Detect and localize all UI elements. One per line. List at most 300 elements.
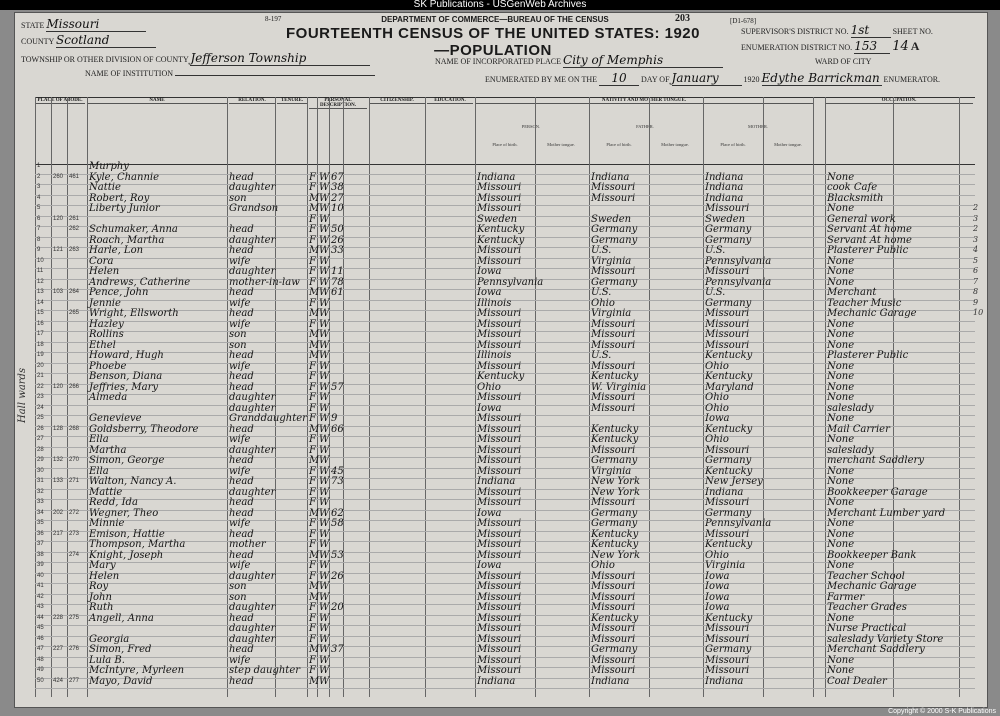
father-birthplace: U.S. [591,350,612,361]
father-birthplace: Kentucky [591,371,639,382]
col-father: FATHER. [636,124,654,129]
father-birthplace: Missouri [591,318,636,330]
birthplace: Missouri [477,318,522,330]
person-name: Benson, Diana [89,371,163,382]
relation: wife [229,654,251,666]
side-number: 3 [973,234,979,244]
relation: head [229,507,254,519]
race: W [319,213,330,225]
sex: F [309,402,316,414]
race: W [319,297,330,309]
occupation: Blacksmith [827,192,884,204]
institution-value [175,75,375,76]
sex: F [309,224,316,235]
mother-birthplace: Missouri [705,665,750,676]
line-number: 1 [37,163,41,169]
state-field [21,17,146,32]
race: W [319,318,330,330]
mother-birthplace: Iowa [705,570,730,582]
race: W [319,371,330,382]
mother-birthplace: Germany [705,644,752,655]
line-number: 27 [37,436,44,442]
line-number: 40 [37,572,44,579]
sex: M [309,507,320,519]
relation: mother-in-law [229,276,300,288]
family-number: 270 [69,457,80,463]
sex: F [309,297,316,309]
ed-field [741,39,919,54]
relation: head [229,224,254,235]
line-number: 30 [37,467,44,474]
family-number: 272 [69,509,80,516]
side-number: 6 [973,266,979,275]
sex: F [309,276,316,288]
family-number: 264 [69,289,80,295]
race: W [319,570,330,582]
occupation: Servant At home [827,234,912,246]
race: W [319,497,330,508]
father-birthplace: Missouri [591,444,636,456]
race: W [319,224,330,235]
age: 11 [331,266,344,277]
line-number: 8 [37,236,41,243]
occupation: saleslady [827,402,874,414]
col-person: PERSON. [521,124,541,129]
age: 26 [331,234,344,246]
person-name: Goldsberry, Theodore [89,423,199,435]
relation: son [229,329,247,340]
father-birthplace: Virginia [591,255,632,267]
person-name: Mary [89,560,116,571]
occupation: Merchant Saddlery [827,644,925,655]
relation: wife [229,465,251,477]
father-birthplace: Missouri [591,497,636,508]
occupation: Teacher Grades [827,602,907,613]
mother-birthplace: Missouri [705,329,750,340]
side-number: 8 [973,287,979,296]
person-name: Schumaker, Anna [89,224,178,235]
occupation: Plasterer Public [827,245,909,256]
race: W [319,623,330,634]
person-name: Ruth [89,602,114,613]
father-birthplace: Missouri [591,329,636,340]
enumerated-label: ENUMERATED BY ME ON THE [485,75,597,84]
birthplace: Missouri [477,360,522,372]
copyright-notice: Copyright © 2000 S-K Publications [888,708,996,715]
father-birthplace: Virginia [591,465,632,477]
relation: wife [229,434,251,445]
col-place: PLACE OF ABODE. [35,98,85,104]
supervisor-label: SUPERVISOR'S DISTRICT NO. [741,27,849,36]
race: W [319,192,330,204]
col-person-tongue: Mother tongue. [547,142,575,147]
age: 20 [331,602,344,613]
line-number: 49 [37,667,44,673]
birthplace: Sweden [477,213,518,225]
line-number: 3 [37,184,41,190]
institution-label: NAME OF INSTITUTION [85,69,173,78]
person-name: Harle, Lon [89,245,144,256]
occupation: None [827,434,855,445]
col-occupation: OCCUPATION. [825,98,973,104]
father-birthplace: U.S. [591,287,612,298]
occupation: None [827,497,855,508]
dwelling-number: 132 [53,457,64,463]
mother-birthplace: U.S. [705,287,726,298]
col-father-pob: Place of birth. [606,142,632,147]
age: 26 [331,570,344,582]
line-number: 15 [37,310,44,316]
line-number: 13 [37,289,44,295]
occupation: None [827,276,855,288]
state-value: Missouri [46,17,146,32]
person-name: Phoebe [89,360,127,372]
race: W [319,633,330,645]
sex: F [309,602,316,613]
mother-birthplace: U.S. [705,245,726,256]
relation: mother [229,539,266,550]
relation: daughter [229,486,276,498]
person-name: Cora [89,255,114,267]
line-number: 4 [37,194,41,201]
enumerator-label: ENUMERATOR. [883,75,941,84]
relation: son [229,581,247,592]
occupation: None [827,654,855,666]
line-number: 35 [37,520,44,526]
race: W [319,203,330,214]
ed-value: 153 [854,39,890,54]
sex: F [309,171,316,183]
occupation: Merchant [827,287,877,298]
person-name: John [89,591,112,603]
mother-birthplace: Virginia [705,560,746,571]
line-number: 12 [37,278,44,285]
line-number: 24 [37,404,44,411]
person-name: Almeda [89,392,128,403]
county-label: COUNTY [21,37,55,46]
age: 67 [331,171,344,183]
relation: daughter [229,234,276,246]
relation: daughter [229,633,276,645]
father-birthplace: Missouri [591,591,636,603]
occupation: Mail Carrier [827,423,890,435]
line-number: 20 [37,362,44,369]
sex: F [309,234,316,246]
relation: head [229,612,254,624]
family-number: 261 [69,215,80,222]
col-tenure: TENURE. [277,98,307,104]
father-birthplace: W. Virginia [591,381,647,393]
person-name: Roach, Martha [89,234,165,246]
relation: head [229,287,254,298]
race: W [319,329,330,340]
father-birthplace: Ohio [591,560,615,571]
occupation: Teacher Music [827,297,902,309]
person-name: Mayo, David [89,675,153,687]
occupation: Farmer [827,591,865,603]
col-person-pob: Place of birth. [492,142,518,147]
mother-birthplace: Kentucky [705,612,753,624]
col-nativity: NATIVITY AND MOTHER TONGUE. [475,98,813,104]
mother-birthplace: Missouri [705,528,750,540]
family-number: 266 [69,383,80,390]
line-number: 44 [37,614,44,621]
race: W [319,182,330,193]
birthplace: Illinois [477,350,512,361]
sex: M [309,308,320,319]
mother-birthplace: Missouri [705,444,750,456]
person-name: Rollins [89,329,124,340]
mother-birthplace: Maryland [705,381,754,393]
occupation: saleslady [827,444,874,456]
person-name: Martha [89,444,127,456]
enumerated-month: January [672,71,742,86]
relation: daughter [229,402,276,414]
person-name: Wright, Ellsworth [89,308,179,319]
birthplace: Missouri [477,570,522,582]
side-number: 2 [973,203,979,212]
line-number: 5 [37,205,41,211]
age: 37 [331,644,344,655]
mother-birthplace: Germany [705,297,752,309]
mother-birthplace: New Jersey [705,476,763,487]
sex: F [309,528,316,540]
archive-banner: SK Publications - USGenWeb Archives [0,0,1000,10]
line-number: 19 [37,352,44,358]
sex: F [309,465,316,477]
age: 61 [331,287,344,298]
line-number: 22 [37,383,44,390]
father-birthplace: Germany [591,234,638,246]
enumerated-day: 10 [599,71,639,86]
col-mother: MOTHER. [747,124,769,129]
sex: F [309,623,316,634]
enumerator-name: Edythe Barrickman [761,71,880,85]
father-birthplace: Germany [591,644,638,655]
relation: head [229,371,254,382]
mother-birthplace: Germany [705,234,752,246]
ward-label: WARD OF CITY [815,57,872,66]
sex: M [309,591,320,603]
occupation: None [827,392,855,403]
col-name: NAME [87,98,227,104]
township-field [21,51,370,66]
race: W [319,266,330,277]
father-birthplace: New York [591,476,640,487]
birthplace: Missouri [477,444,522,456]
family-number: 268 [69,425,80,432]
race: W [319,539,330,550]
col-relation: RELATION. [229,98,275,104]
father-birthplace: New York [591,486,640,498]
relation: Granddaughter [229,413,307,424]
census-row [35,675,975,690]
birthplace: Illinois [477,297,512,309]
race: W [319,665,330,676]
person-name: Genevieve [89,413,142,424]
department-title: DEPARTMENT OF COMMERCE—BUREAU OF THE CENSUS [381,15,609,24]
race: W [319,518,330,529]
sex: F [309,381,316,393]
county-field [21,33,156,48]
relation: head [229,308,254,319]
form-number: 8-197 [265,15,282,23]
sex: F [309,255,316,267]
father-birthplace: Kentucky [591,423,639,435]
person-name: Kyle, Channie [89,171,160,183]
ward-field [815,57,871,66]
col-mother-tongue: Mother tongue. [774,142,802,147]
person-name: Georgia [89,633,130,645]
dwelling-number: 228 [53,614,64,621]
race: W [319,308,330,319]
occupation: None [827,360,855,372]
sex: M [309,329,320,340]
dwelling-number: 217 [53,530,64,537]
birthplace: Missouri [477,654,522,666]
person-name: Ethel [89,339,116,351]
institution-field [85,69,375,78]
relation: step daughter [229,665,301,676]
birthplace: Indiana [477,675,516,687]
mother-birthplace: Iowa [705,581,730,592]
relation: Grandson [229,203,279,214]
sex: F [309,654,316,666]
sex: M [309,287,320,298]
birthplace: Missouri [477,339,522,351]
relation: head [229,245,254,256]
occupation: saleslady Variety Store [827,633,944,645]
father-birthplace: Kentucky [591,539,639,550]
mother-birthplace: Indiana [705,192,744,204]
person-name: Thompson, Martha [89,539,186,550]
occupation: None [827,266,855,277]
census-title: FOURTEENTH CENSUS OF THE UNITED STATES: 1920—POPULATION [286,25,700,59]
relation: head [229,381,254,393]
person-name: Robert, Roy [89,192,150,204]
family-number: 265 [69,310,80,316]
race: W [319,339,330,351]
person-name: Helen [89,266,120,277]
birthplace: Iowa [477,266,502,277]
mother-birthplace: Missouri [705,633,750,645]
birthplace: Missouri [477,255,522,267]
birthplace: Missouri [477,455,522,466]
birthplace: Missouri [477,245,522,256]
race: W [319,350,330,361]
race: W [319,560,330,571]
father-birthplace: Germany [591,224,638,235]
age: 45 [331,465,344,477]
occupation: Bookkeeper Bank [827,549,917,561]
birthplace: Missouri [477,581,522,592]
dwelling-number: 202 [53,509,64,516]
mother-birthplace: Sweden [705,213,746,225]
father-birthplace: Missouri [591,602,636,613]
occupation: None [827,465,855,477]
person-name: Pence, John [89,287,149,298]
occupation: General work [827,213,896,225]
occupation: None [827,528,855,540]
sex: F [309,360,316,372]
line-number: 37 [37,541,44,547]
dwelling-number: 424 [53,677,64,684]
mother-birthplace: Germany [705,224,752,235]
father-birthplace: Missouri [591,581,636,592]
birthplace: Missouri [477,665,522,676]
race: W [319,581,330,592]
mother-birthplace: Missouri [705,318,750,330]
line-number: 7 [37,226,41,232]
person-name: Ella [89,465,109,477]
father-birthplace: Indiana [591,675,630,687]
race: W [319,434,330,445]
mother-birthplace: Iowa [705,413,730,424]
person-name: Wegner, Theo [89,507,159,519]
side-number: 9 [973,297,979,307]
mother-birthplace: Missouri [705,266,750,277]
col-mother-pob: Place of birth. [720,142,746,147]
mother-birthplace: Missouri [705,339,750,351]
race: W [319,171,330,183]
birthplace: Kentucky [477,371,525,382]
sex: M [309,423,320,435]
occupation: None [827,539,855,550]
sex: M [309,339,320,351]
line-number: 29 [37,457,44,463]
sex: F [309,266,316,277]
mother-birthplace: Missouri [705,623,750,634]
line-number: 14 [37,299,44,306]
line-number: 32 [37,488,44,495]
col-father-tongue: Mother tongue. [661,142,689,147]
day-of-label: DAY OF [641,75,670,84]
mother-birthplace: Kentucky [705,539,753,550]
side-number: 3 [973,213,979,223]
occupation: None [827,371,855,382]
person-name: Howard, Hugh [89,350,164,361]
birthplace: Kentucky [477,234,525,246]
birthplace: Missouri [477,423,522,435]
race: W [319,507,330,519]
father-birthplace: Missouri [591,633,636,645]
sex: M [309,549,320,561]
age: 58 [331,518,344,529]
sex: F [309,612,316,624]
birthplace: Missouri [477,465,522,477]
birthplace: Missouri [477,434,522,445]
race: W [319,591,330,603]
relation: daughter [229,266,276,277]
age: 78 [331,276,344,288]
person-name: Nattie [89,182,121,193]
birthplace: Pennsylvania [477,276,544,288]
birthplace: Missouri [477,591,522,603]
occupation: None [827,665,855,676]
family-number: 461 [69,173,80,180]
birthplace: Ohio [477,381,501,393]
family-number: 275 [69,614,80,621]
father-birthplace: Missouri [591,402,636,414]
mother-birthplace: Ohio [705,549,729,561]
person-name: Knight, Joseph [89,549,164,561]
mother-birthplace: Kentucky [705,423,753,435]
mother-birthplace: Ohio [705,402,729,414]
incorporated-field [435,53,723,68]
race: W [319,644,330,655]
family-number: 271 [69,478,80,484]
person-name: McIntyre, Myrleen [89,665,185,676]
